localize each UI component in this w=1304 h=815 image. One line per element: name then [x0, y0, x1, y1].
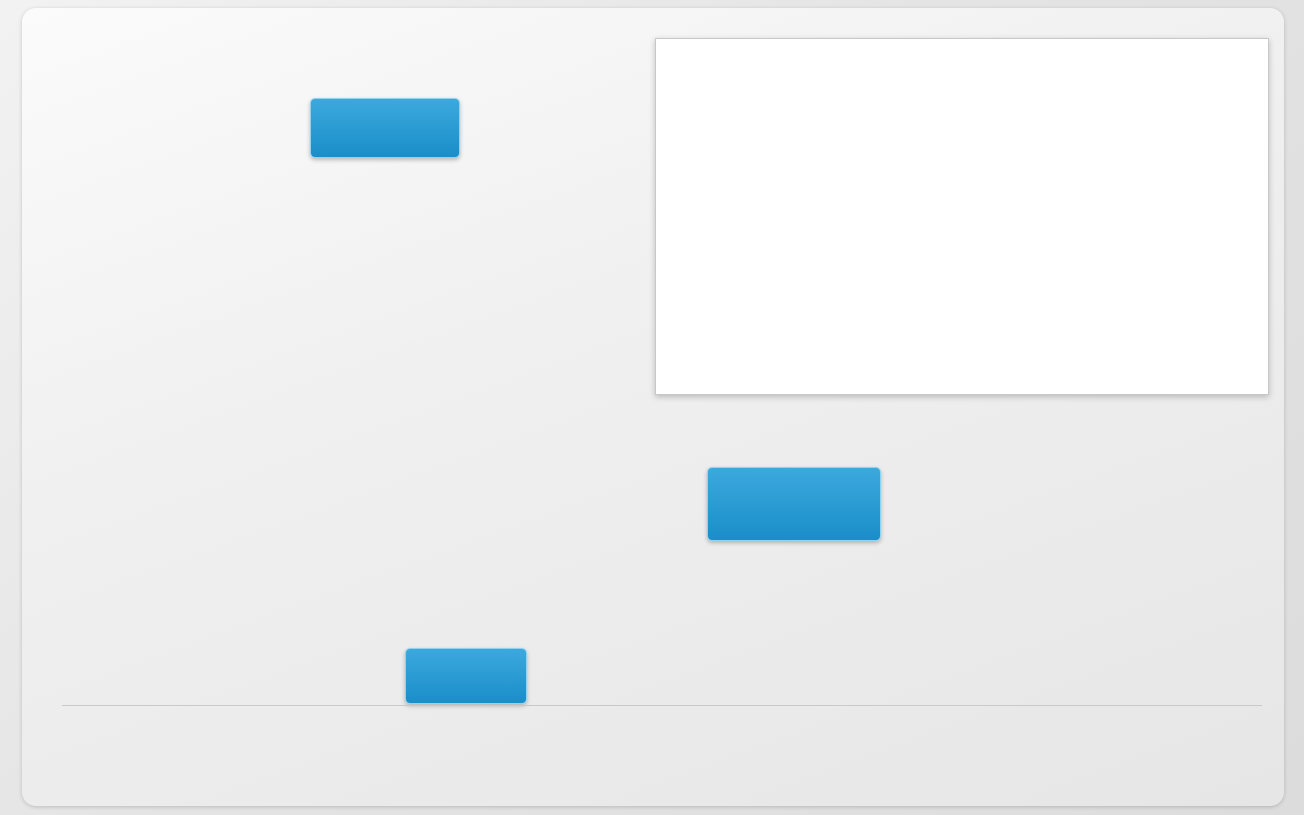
chart-legend	[62, 708, 1262, 806]
callout-dosing-stopped	[405, 648, 527, 704]
callout-vehicle	[310, 98, 460, 158]
inset-chart	[655, 38, 1269, 395]
callout-triple-combination	[707, 467, 881, 541]
inset-chart-svg	[656, 39, 1268, 394]
chart-card	[22, 8, 1284, 806]
legend-divider	[62, 705, 1262, 706]
